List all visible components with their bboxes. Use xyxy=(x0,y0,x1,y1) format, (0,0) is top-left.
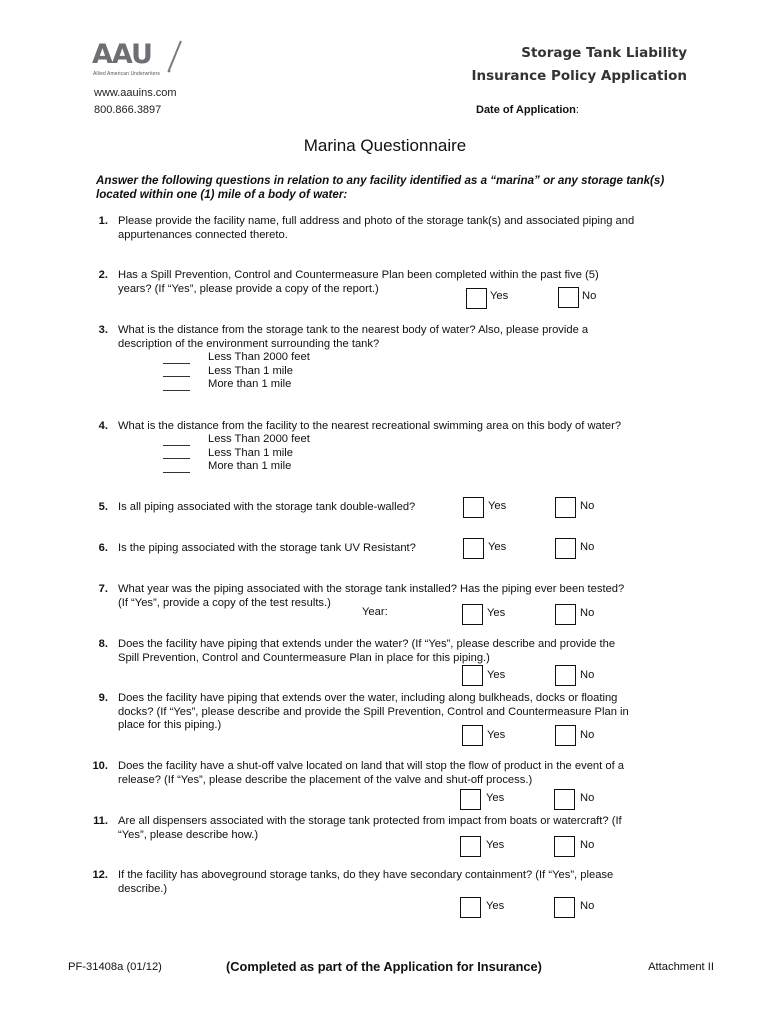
q4-option-blank[interactable] xyxy=(163,445,190,446)
question-number: 7. xyxy=(98,583,108,595)
q5-no-checkbox[interactable] xyxy=(555,497,576,518)
question-number: 1. xyxy=(98,215,108,227)
question-number: 6. xyxy=(98,542,108,554)
yes-label: Yes xyxy=(487,607,506,619)
yes-label: Yes xyxy=(487,729,506,741)
q6-yes-checkbox[interactable] xyxy=(463,538,484,559)
no-label: No xyxy=(580,792,595,804)
question-5-text: Is all piping associated with the storage tank double-walled? xyxy=(118,501,416,513)
question-number: 5. xyxy=(98,501,108,513)
no-label: No xyxy=(580,541,595,553)
q6-no-checkbox[interactable] xyxy=(555,538,576,559)
question-number: 3. xyxy=(98,324,108,336)
q3-option-label: Less Than 1 mile xyxy=(208,365,293,377)
q10-yes-checkbox[interactable] xyxy=(460,789,481,810)
yes-label: Yes xyxy=(486,900,505,912)
no-label: No xyxy=(580,839,595,851)
q8-yes-checkbox[interactable] xyxy=(462,665,483,686)
question-number: 10. xyxy=(92,760,108,772)
yes-label: Yes xyxy=(490,290,509,302)
q2-yes-checkbox[interactable] xyxy=(466,288,487,309)
q4-option-blank[interactable] xyxy=(163,458,190,459)
quill-pen-icon xyxy=(166,40,184,74)
q9-yes-checkbox[interactable] xyxy=(462,725,483,746)
q5-yes-checkbox[interactable] xyxy=(463,497,484,518)
q7-no-checkbox[interactable] xyxy=(555,604,576,625)
q12-yes-checkbox[interactable] xyxy=(460,897,481,918)
q4-option-label: Less Than 1 mile xyxy=(208,447,293,459)
yes-label: Yes xyxy=(486,839,505,851)
application-title-line1: Storage Tank Liability xyxy=(521,45,687,61)
no-label: No xyxy=(582,290,597,302)
application-title-line2: Insurance Policy Application xyxy=(471,68,687,84)
q3-option-blank[interactable] xyxy=(163,363,190,364)
question-number: 11. xyxy=(93,815,108,827)
q4-option-label: Less Than 2000 feet xyxy=(208,433,310,445)
q3-option-blank[interactable] xyxy=(163,376,190,377)
attachment-label: Attachment II xyxy=(648,961,714,973)
question-12-text: If the facility has aboveground storage tanks, do they have secondary containment? (If “Yes”, please describe.) xyxy=(118,869,614,895)
q3-option-blank[interactable] xyxy=(163,390,190,391)
q8-no-checkbox[interactable] xyxy=(555,665,576,686)
logo-subtitle: Allied American Underwriters xyxy=(93,71,160,77)
intro-instructions: Answer the following questions in relation to any facility identified as a “marina” or any storage tank(s) located within one (1) mile of a body of water: xyxy=(96,174,665,201)
question-number: 4. xyxy=(98,420,108,432)
question-8-text: Does the facility have piping that extends under the water? (If “Yes”, please describe and provide the Spill Prevention, Control and Countermeasure Plan in place for this piping.) xyxy=(118,638,616,664)
yes-label: Yes xyxy=(488,541,507,553)
question-6-text: Is the piping associated with the storage tank UV Resistant? xyxy=(118,542,416,554)
q11-no-checkbox[interactable] xyxy=(554,836,575,857)
q11-yes-checkbox[interactable] xyxy=(460,836,481,857)
question-11-text: Are all dispensers associated with the storage tank protected from impact from boats or watercraft? (If “Yes”, please describe how.) xyxy=(118,815,622,841)
q9-no-checkbox[interactable] xyxy=(555,725,576,746)
q2-no-checkbox[interactable] xyxy=(558,287,579,308)
year-label: Year: xyxy=(362,606,388,618)
q4-option-blank[interactable] xyxy=(163,472,190,473)
q10-no-checkbox[interactable] xyxy=(554,789,575,810)
question-3-text: What is the distance from the storage tank to the nearest body of water? Also, please provide a description of the environment surrounding the tank? xyxy=(118,324,589,350)
document-title: Marina Questionnaire xyxy=(303,136,467,155)
yes-label: Yes xyxy=(488,500,507,512)
phone-number: 800.866.3897 xyxy=(94,104,162,116)
yes-label: Yes xyxy=(487,669,506,681)
question-4-text: What is the distance from the facility to the nearest recreational swimming area on this body of water? xyxy=(118,420,622,432)
date-of-application-label: Date of Application: xyxy=(476,104,579,116)
question-2-text: Has a Spill Prevention, Control and Countermeasure Plan been completed within the past five (5) years? (If “Yes”, please provide a copy of the report.) xyxy=(118,269,599,295)
q7-yes-checkbox[interactable] xyxy=(462,604,483,625)
no-label: No xyxy=(580,607,595,619)
no-label: No xyxy=(580,500,595,512)
q3-option-label: More than 1 mile xyxy=(208,378,292,390)
footer-note: (Completed as part of the Application for Insurance) xyxy=(226,959,542,974)
form-number: PF-31408a (01/12) xyxy=(68,961,162,973)
q4-option-label: More than 1 mile xyxy=(208,460,292,472)
no-label: No xyxy=(580,729,595,741)
question-number: 2. xyxy=(98,269,108,281)
logo-wordmark: AAU xyxy=(92,39,152,70)
no-label: No xyxy=(580,669,595,681)
question-number: 12. xyxy=(92,869,108,881)
q12-no-checkbox[interactable] xyxy=(554,897,575,918)
website: www.aauins.com xyxy=(94,87,177,99)
question-10-text: Does the facility have a shut-off valve located on land that will stop the flow of product in the event of a release? (If “Yes”, please describe the placement of the valve and shut-off process.) xyxy=(118,760,625,786)
question-number: 8. xyxy=(98,638,108,650)
q3-option-label: Less Than 2000 feet xyxy=(208,351,310,363)
question-9-text: Does the facility have piping that extends over the water, including along bulkheads, docks or floating docks? (If “Yes”, please describe and provide the Spill Prevention, Control and Countermeasure Plan in place for this piping.) xyxy=(118,692,629,732)
question-7-text: What year was the piping associated with the storage tank installed? Has the piping ever been tested? (If “Yes”, provide a copy of the test results.) xyxy=(118,583,625,609)
no-label: No xyxy=(580,900,595,912)
question-1-text: Please provide the facility name, full address and photo of the storage tank(s) and associated piping and appurtenances connected thereto. xyxy=(118,215,635,241)
question-number: 9. xyxy=(98,692,108,704)
yes-label: Yes xyxy=(486,792,505,804)
